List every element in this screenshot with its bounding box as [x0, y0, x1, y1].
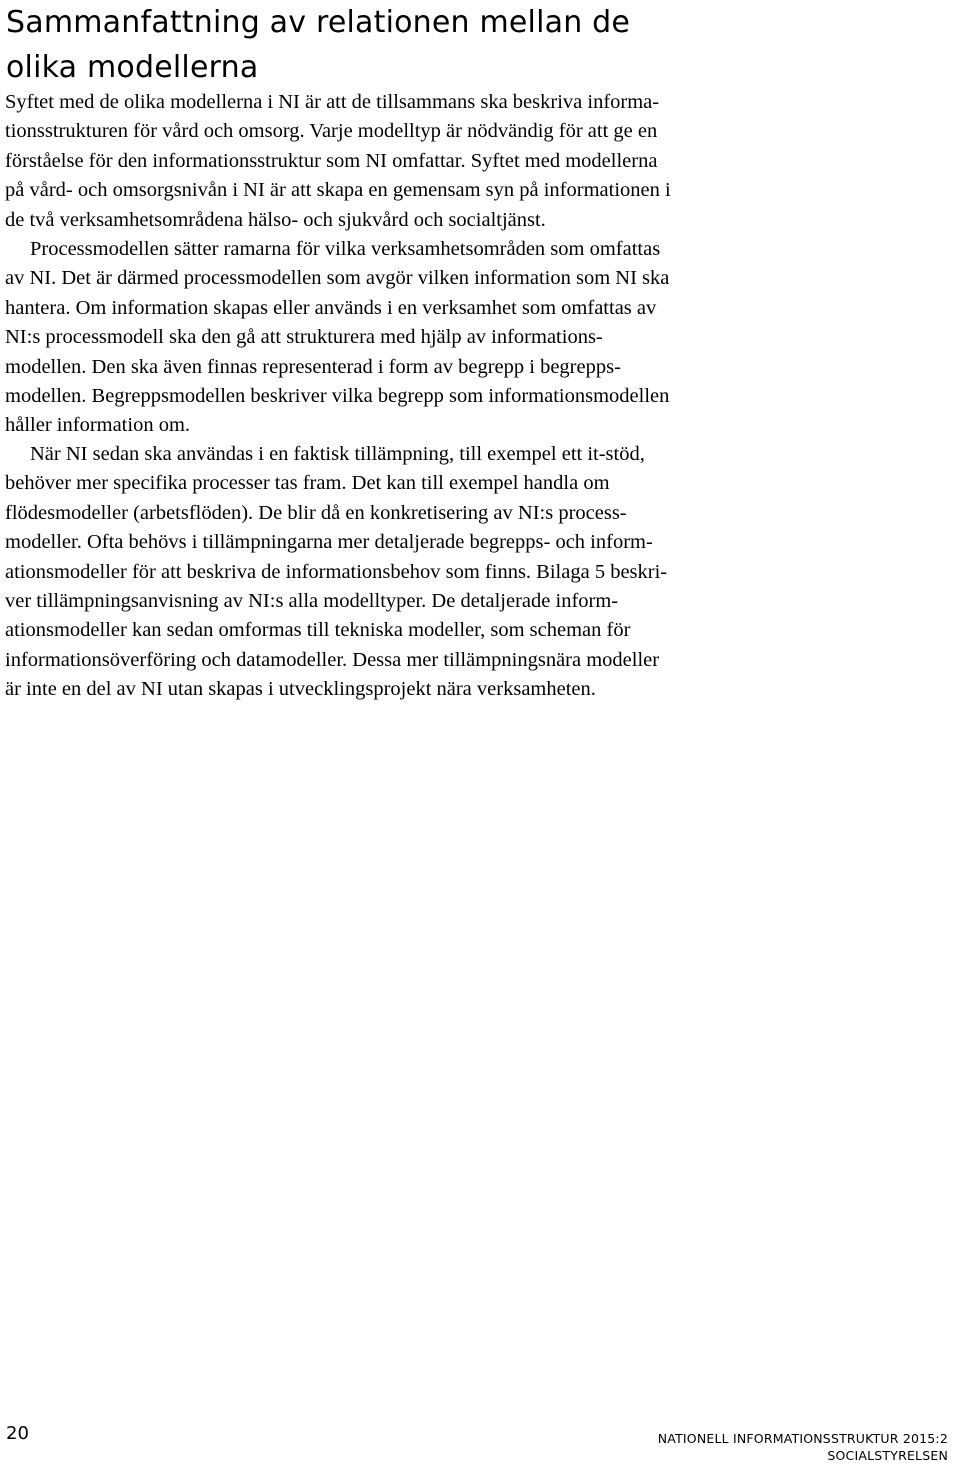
text-line: modellen. Den ska även finnas representerad i form av begrepp i begrepps- [5, 355, 621, 378]
text-line: de två verksamhetsområdena hälso- och sjukvård och socialtjänst. [5, 208, 546, 231]
text-line: informationsöverföring och datamodeller. Dessa mer tillämpningsnära modeller [5, 648, 660, 671]
page-number: 20 [6, 1423, 29, 1444]
text-line: Syftet med de olika modellerna i NI är att de tillsammans ska beskriva informa- [5, 91, 660, 113]
text-line: När NI sedan ska användas i en faktisk tillämpning, till exempel ett it-stöd, [30, 443, 645, 465]
text-line: ationsmodeller kan sedan omformas till tekniska modeller, som scheman för [5, 619, 631, 642]
running-footer [658, 1430, 948, 1464]
publisher-name: SOCIALSTYRELSEN [827, 1448, 948, 1463]
publication-title: NATIONELL INFORMATIONSSTRUKTUR 2015:2 [657, 1431, 948, 1446]
paragraph-summary [5, 88, 950, 441]
text-line: ver tillämpningsanvisning av NI:s alla modelltyper. De detaljerade inform- [5, 590, 619, 613]
text-line: NI:s processmodell ska den gå att strukturera med hjälp av informations- [5, 326, 603, 349]
text-line: modellen. Begreppsmodellen beskriver vilka begrepp som informationsmodellen [5, 385, 670, 408]
text-line: håller information om. [5, 414, 191, 437]
paragraph-application [5, 440, 950, 705]
text-line: ationsmodeller för att beskriva de informationsbehov som finns. Bilaga 5 beskri- [5, 560, 668, 583]
section-heading-line: olika modellerna [6, 50, 259, 85]
text-line: förståelse för den informationsstruktur som NI omfattar. Syftet med modellerna [5, 149, 658, 172]
text-line: Processmodellen sätter ramarna för vilka verksamhetsområden som omfattas [30, 238, 661, 261]
text-line: är inte en del av NI utan skapas i utvecklingsprojekt nära verksamheten. [5, 678, 596, 701]
text-line: behöver mer specifika processer tas fram. Det kan till exempel handla om [5, 472, 610, 495]
section-heading-line: Sammanfattning av relationen mellan de [6, 5, 631, 40]
text-line: flödesmodeller (arbetsflöden). De blir då en konkretisering av NI:s process- [5, 501, 627, 524]
text-line: hantera. Om information skapas eller används i en verksamhet som omfattas av [5, 296, 657, 319]
text-line: tionsstrukturen för vård och omsorg. Varje modelltyp är nödvändig för att ge en [5, 120, 658, 143]
text-line: på vård- och omsorgsnivån i NI är att skapa en gemensam syn på informationen i [5, 179, 671, 202]
section-heading [6, 0, 946, 90]
text-line: av NI. Det är därmed processmodellen som avgör vilken information som NI ska [5, 267, 670, 290]
text-line: modeller. Ofta behövs i tillämpningarna mer detaljerade begrepps- och inform- [5, 531, 653, 554]
